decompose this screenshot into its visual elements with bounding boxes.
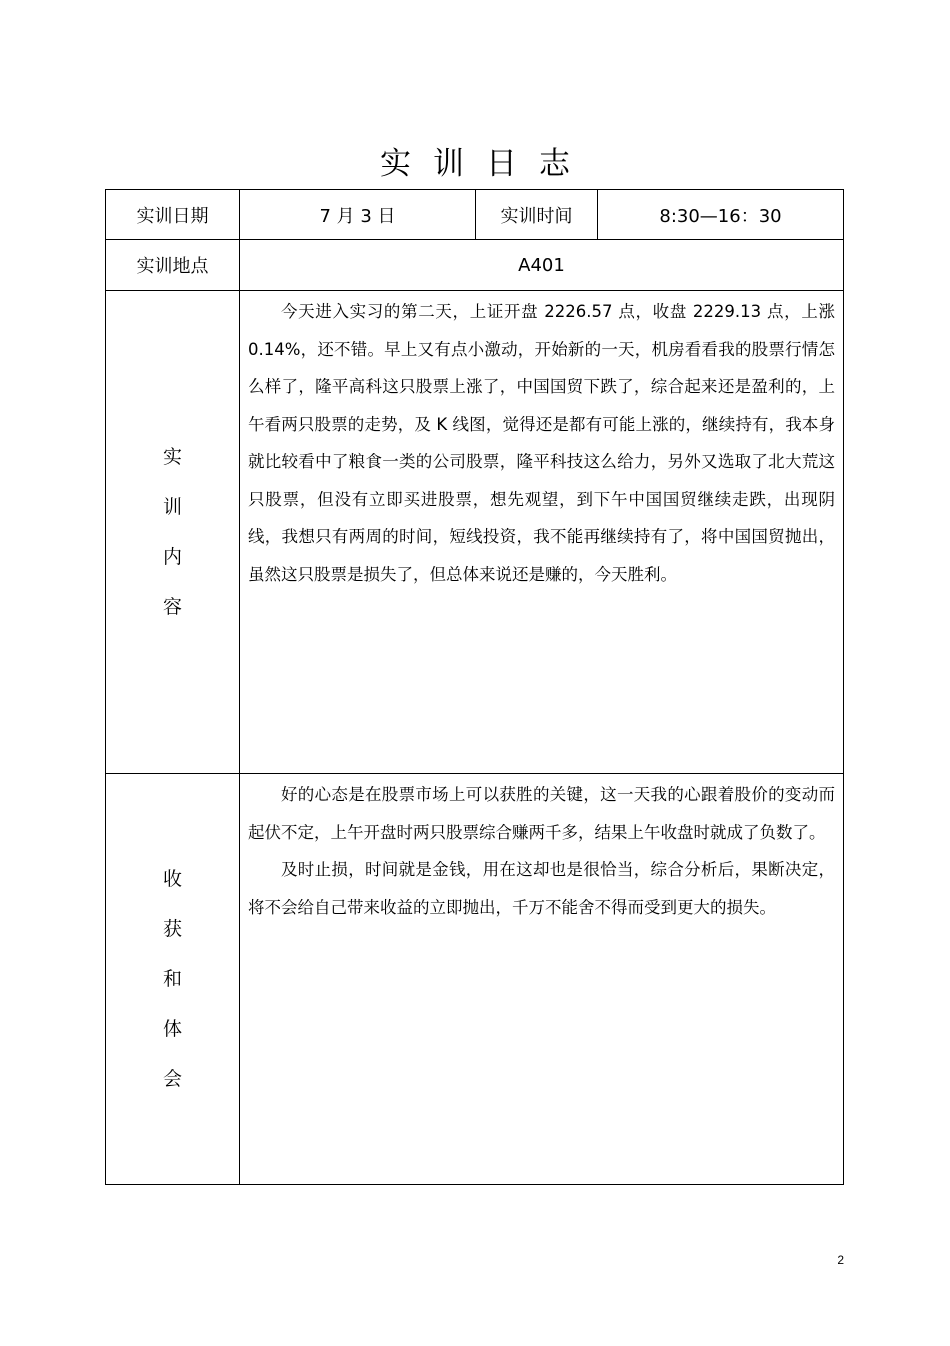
gain-row [106, 774, 844, 1185]
content-label-char: 训 [162, 496, 182, 518]
gain-paragraph: 好的心态是在股票市场上可以获胜的关键，这一天我的心跟着股价的变动而起伏不定，上午开盘时两只股票综合赚两千多，结果上午收盘时就成了负数了。 [248, 785, 835, 842]
content-label-char: 容 [162, 596, 182, 618]
gain-paragraph: 及时止损，时间就是金钱，用在这却也是很恰当，综合分析后，果断决定，将不会给自己带来收益的立即抛出，千万不能舍不得而受到更大的损失。 [248, 860, 835, 917]
content-text [240, 291, 844, 774]
content-label-char: 内 [162, 546, 182, 568]
date-label: 实训日期 [106, 190, 240, 240]
gain-label-char: 收 [162, 868, 182, 890]
gain-label-char: 和 [162, 968, 182, 990]
date-time-row [106, 190, 844, 240]
time-value: 8:30—16：30 [598, 190, 844, 240]
gain-label-char: 会 [162, 1068, 182, 1090]
date-value: 7 月 3 日 [240, 190, 476, 240]
place-value: A401 [240, 240, 844, 291]
page-title: 实训日志 [380, 146, 592, 182]
gain-text [240, 774, 844, 1185]
gain-label-char: 获 [162, 918, 182, 940]
content-paragraph: 今天进入实习的第二天，上证开盘 2226.57 点，收盘 2229.13 点，上涨 0.14%，还不错。早上又有点小激动，开始新的一天，机房看看我的股票行情怎么样了，隆平高科这只股票上涨了，中国国贸下跌了，综合起来还是盈利的，上午看两只股票的走势，及 K 线图，觉得还是都有可能上涨的，继续持有，我本身就比较看中了粮食一类的公司股票，隆平科技这么给力，另外又选取了北大荒这只股票，但没有立即买进股票，想先观望，到下午中国国贸继续走跌，出现阴线，我想只有两周的时间，短线投资，我不能再继续持有了，将中国国贸抛出，虽然这只股票是损失了，但总体来说还是赚的，今天胜利。 [248, 302, 835, 584]
time-label: 实训时间 [476, 190, 598, 240]
page-number: 2 [837, 1253, 844, 1267]
gain-label [106, 774, 240, 1185]
training-log-table [105, 189, 844, 1185]
place-label: 实训地点 [106, 240, 240, 291]
place-row [106, 240, 844, 291]
content-label-char: 实 [162, 446, 182, 468]
content-label [106, 291, 240, 774]
content-row [106, 291, 844, 774]
gain-label-char: 体 [162, 1018, 182, 1040]
